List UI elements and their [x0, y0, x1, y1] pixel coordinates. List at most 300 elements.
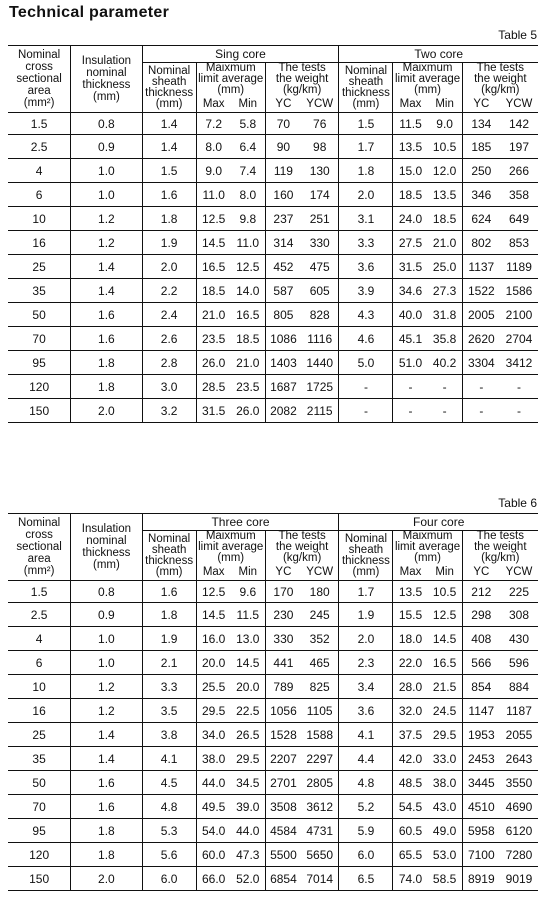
- table-row: [8, 113, 538, 135]
- header-line: thickness: [82, 79, 131, 91]
- table-cell: 6854: [265, 867, 301, 891]
- table-row: [8, 279, 538, 303]
- header-line: The tests: [278, 62, 326, 74]
- table-cell: 6: [8, 183, 71, 207]
- table-row: [8, 375, 538, 399]
- table-cell: 21.0: [196, 303, 231, 327]
- table-cell: 1.7: [339, 135, 393, 159]
- table-row: [8, 303, 538, 327]
- table-cell: 1953: [462, 723, 500, 747]
- table-cell: 34.6: [393, 279, 428, 303]
- header-line: The tests: [278, 530, 326, 542]
- table-cell: 4.4: [339, 747, 393, 771]
- table-cell: 16: [8, 699, 71, 723]
- table-cell: 587: [265, 279, 301, 303]
- table-cell: 2.0: [71, 867, 142, 891]
- table-cell: 251: [301, 207, 339, 231]
- table-cell: 11.5: [393, 113, 428, 135]
- header-line: Maixmum: [205, 62, 256, 74]
- table-cell: 70: [8, 327, 71, 351]
- table-6-label: Table 6: [498, 496, 537, 510]
- header-line: (mm): [414, 552, 441, 564]
- table-cell: 805: [265, 303, 301, 327]
- table-cell: 3550: [500, 771, 538, 795]
- table-cell: 596: [500, 651, 538, 675]
- table-cell: 12.5: [428, 603, 463, 627]
- table-cell: 95: [8, 351, 71, 375]
- table-cell: 9.0: [196, 159, 231, 183]
- table-cell: 0.8: [71, 113, 142, 135]
- table-cell: 4.8: [142, 795, 196, 819]
- table-cell: 26.5: [231, 723, 266, 747]
- table-cell: -: [339, 399, 393, 423]
- table-cell: 8.0: [196, 135, 231, 159]
- header-line: (mm): [155, 565, 183, 578]
- table-row: [8, 183, 538, 207]
- table-cell: 1725: [301, 375, 339, 399]
- table-5-label: Table 5: [498, 28, 537, 42]
- table-cell: 16: [8, 231, 71, 255]
- table-cell: 3.1: [339, 207, 393, 231]
- table-cell: 20.0: [196, 651, 231, 675]
- table-cell: 298: [462, 603, 500, 627]
- table-cell: 16.5: [428, 651, 463, 675]
- table-cell: 14.5: [196, 231, 231, 255]
- header-line: the weight: [474, 541, 527, 553]
- table-cell: 1056: [265, 699, 301, 723]
- table-cell: 47.3: [231, 843, 266, 867]
- table-cell: 4.1: [339, 723, 393, 747]
- table-cell: 35: [8, 747, 71, 771]
- header-limit: [196, 531, 265, 565]
- table-cell: 120: [8, 843, 71, 867]
- table-cell: 15.5: [393, 603, 428, 627]
- table-cell: 4584: [265, 819, 301, 843]
- header-line: thickness: [145, 554, 194, 567]
- header-insulation: [71, 46, 142, 113]
- table-cell: 1.6: [71, 771, 142, 795]
- table-cell: 884: [500, 675, 538, 699]
- header-weight: [265, 63, 339, 97]
- table-cell: 28.5: [196, 375, 231, 399]
- table-row: [8, 867, 538, 891]
- table-cell: 2453: [462, 747, 500, 771]
- table-cell: 10: [8, 207, 71, 231]
- header-line: (mm): [217, 552, 245, 564]
- table-cell: 3.5: [142, 699, 196, 723]
- table-cell: 6.0: [339, 843, 393, 867]
- header-line: Nominal: [148, 532, 191, 545]
- table-cell: 58.5: [428, 867, 463, 891]
- table-cell: 18.0: [393, 627, 428, 651]
- table-cell: 605: [301, 279, 339, 303]
- table-cell: 1.2: [71, 207, 142, 231]
- table-cell: 1.5: [8, 113, 71, 135]
- table-cell: 3412: [500, 351, 538, 375]
- table-cell: 25: [8, 723, 71, 747]
- table-cell: 12.0: [428, 159, 463, 183]
- table-cell: 5.2: [339, 795, 393, 819]
- table-cell: 1.5: [142, 159, 196, 183]
- table-cell: 49.5: [196, 795, 231, 819]
- header-group-2: Two core: [339, 46, 538, 63]
- header-line: Nominal: [18, 517, 61, 529]
- table-cell: 13.5: [393, 135, 428, 159]
- table-cell: 7.2: [196, 113, 231, 135]
- header-line: (kg/km): [481, 84, 520, 96]
- table-cell: 45.1: [393, 327, 428, 351]
- header-weight: [462, 63, 538, 97]
- table-cell: 2.3: [339, 651, 393, 675]
- table-cell: 475: [301, 255, 339, 279]
- table-cell: 430: [500, 627, 538, 651]
- table-cell: 225: [500, 581, 538, 603]
- table-row: [8, 327, 538, 351]
- header-line: (mm): [352, 97, 380, 110]
- table-cell: 10.5: [428, 581, 463, 603]
- header-ycw: YCW: [500, 96, 538, 113]
- page-title: Technical parameter: [9, 4, 170, 21]
- table-cell: 1687: [265, 375, 301, 399]
- table-cell: 2805: [301, 771, 339, 795]
- table-cell: 2.0: [339, 183, 393, 207]
- table-cell: 1.6: [71, 795, 142, 819]
- table-cell: 624: [462, 207, 500, 231]
- header-line: sheath: [348, 543, 384, 556]
- table-cell: 1403: [265, 351, 301, 375]
- header-max: Max: [393, 96, 428, 113]
- table-cell: 4690: [500, 795, 538, 819]
- header-insulation: [71, 514, 142, 581]
- header-sheath: [142, 531, 196, 581]
- table-6: [8, 513, 538, 891]
- table-cell: 4.6: [339, 327, 393, 351]
- table-cell: 1.6: [142, 183, 196, 207]
- header-line: sectional: [16, 73, 62, 85]
- header-max: Max: [393, 564, 428, 581]
- table-cell: 1522: [462, 279, 500, 303]
- table-cell: 53.0: [428, 843, 463, 867]
- table-cell: 29.5: [231, 747, 266, 771]
- table-cell: 14.0: [231, 279, 266, 303]
- table-cell: 25.5: [196, 675, 231, 699]
- table-cell: 54.0: [196, 819, 231, 843]
- header-min: Min: [231, 564, 266, 581]
- table-cell: 90: [265, 135, 301, 159]
- table-row: [8, 843, 538, 867]
- table-cell: 1.2: [71, 231, 142, 255]
- table-cell: 1147: [462, 699, 500, 723]
- table-cell: 95: [8, 819, 71, 843]
- table-cell: 4.5: [142, 771, 196, 795]
- table-cell: 245: [301, 603, 339, 627]
- header-line: thickness: [341, 554, 390, 567]
- table-cell: 2.4: [142, 303, 196, 327]
- table-cell: 3.2: [142, 399, 196, 423]
- table-cell: 48.5: [393, 771, 428, 795]
- table-cell: 29.5: [196, 699, 231, 723]
- table-cell: 34.0: [196, 723, 231, 747]
- table-cell: 74.0: [393, 867, 428, 891]
- header-ycw: YCW: [301, 564, 339, 581]
- table-cell: 25: [8, 255, 71, 279]
- table-cell: 230: [265, 603, 301, 627]
- table-cell: 5958: [462, 819, 500, 843]
- table-row: [8, 255, 538, 279]
- table-cell: 18.5: [231, 327, 266, 351]
- table-cell: 34.5: [231, 771, 266, 795]
- table-cell: 5500: [265, 843, 301, 867]
- table-row: [8, 159, 538, 183]
- table-cell: 50: [8, 771, 71, 795]
- table-cell: 22.5: [231, 699, 266, 723]
- table-row: [8, 603, 538, 627]
- table-cell: 20.0: [231, 675, 266, 699]
- table-cell: 789: [265, 675, 301, 699]
- header-max: Max: [196, 96, 231, 113]
- header-line: Nominal: [18, 49, 61, 61]
- table-cell: 197: [500, 135, 538, 159]
- table-cell: 16.5: [196, 255, 231, 279]
- header-line: thickness: [341, 86, 390, 99]
- table-cell: 2.0: [71, 399, 142, 423]
- table-cell: 1.4: [142, 135, 196, 159]
- table-cell: 1440: [301, 351, 339, 375]
- header-cross-section: [8, 46, 71, 113]
- table-cell: 13.0: [231, 627, 266, 651]
- table-cell: 854: [462, 675, 500, 699]
- table-cell: 4731: [301, 819, 339, 843]
- table-cell: 802: [462, 231, 500, 255]
- header-line: nominal: [86, 535, 127, 547]
- table-cell: 3.6: [339, 255, 393, 279]
- table-cell: 3.3: [142, 675, 196, 699]
- table-cell: 70: [265, 113, 301, 135]
- header-line: (mm): [155, 97, 183, 110]
- table-cell: 1.4: [71, 747, 142, 771]
- table-row: [8, 819, 538, 843]
- table-cell: 1.4: [71, 723, 142, 747]
- table-cell: 32.0: [393, 699, 428, 723]
- table-cell: 21.5: [428, 675, 463, 699]
- table-row: [8, 699, 538, 723]
- table-cell: 22.0: [393, 651, 428, 675]
- table-cell: 2620: [462, 327, 500, 351]
- table-row: [8, 723, 538, 747]
- table-row: [8, 675, 538, 699]
- table-cell: 250: [462, 159, 500, 183]
- table-cell: 2.5: [8, 603, 71, 627]
- table-cell: 44.0: [231, 819, 266, 843]
- table-cell: 12.5: [196, 207, 231, 231]
- header-line: area: [27, 553, 51, 565]
- header-line: (mm): [352, 565, 380, 578]
- table-cell: 4510: [462, 795, 500, 819]
- table-cell: 5.8: [231, 113, 266, 135]
- table-cell: 150: [8, 867, 71, 891]
- table-cell: 1.2: [71, 675, 142, 699]
- header-line: (kg/km): [282, 552, 322, 564]
- table-cell: 441: [265, 651, 301, 675]
- header-group-1: Three core: [142, 514, 339, 531]
- table-cell: 5650: [301, 843, 339, 867]
- header-line: Insulation: [81, 55, 132, 67]
- header-line: (mm²): [23, 565, 55, 577]
- table-cell: 24.0: [393, 207, 428, 231]
- table-cell: -: [339, 375, 393, 399]
- header-line: Nominal: [148, 64, 191, 77]
- table-cell: 160: [265, 183, 301, 207]
- table-cell: 2.0: [142, 255, 196, 279]
- header-line: limit average: [394, 73, 461, 85]
- table-cell: 2.1: [142, 651, 196, 675]
- table-cell: -: [500, 399, 538, 423]
- table-cell: 49.0: [428, 819, 463, 843]
- table-cell: 5.0: [339, 351, 393, 375]
- table-cell: 1.9: [339, 603, 393, 627]
- table-cell: 26.0: [231, 399, 266, 423]
- header-line: sheath: [348, 75, 384, 88]
- table-cell: 35.8: [428, 327, 463, 351]
- table-cell: 2207: [265, 747, 301, 771]
- header-line: Maixmum: [402, 530, 453, 542]
- table-cell: 1086: [265, 327, 301, 351]
- table-cell: 1.0: [71, 627, 142, 651]
- header-line: (mm): [92, 559, 120, 571]
- header-line: Nominal: [344, 532, 388, 545]
- table-cell: 1.5: [8, 581, 71, 603]
- table-cell: 9.0: [428, 113, 463, 135]
- table-row: [8, 627, 538, 651]
- header-line: Maixmum: [402, 62, 453, 74]
- table-cell: 314: [265, 231, 301, 255]
- table-cell: 2055: [500, 723, 538, 747]
- table-cell: 29.5: [428, 723, 463, 747]
- table-cell: 5.9: [339, 819, 393, 843]
- table-cell: 37.5: [393, 723, 428, 747]
- header-line: The tests: [476, 530, 524, 542]
- table-cell: 3612: [301, 795, 339, 819]
- table-cell: 50: [8, 303, 71, 327]
- header-yc: YC: [462, 96, 500, 113]
- header-line: sheath: [151, 75, 187, 88]
- table-cell: 14.5: [196, 603, 231, 627]
- table-cell: 2100: [500, 303, 538, 327]
- table-cell: 1.9: [142, 231, 196, 255]
- table-cell: 1586: [500, 279, 538, 303]
- header-weight: [265, 531, 339, 565]
- table-cell: -: [500, 375, 538, 399]
- table-cell: 26.0: [196, 351, 231, 375]
- table-cell: 38.0: [196, 747, 231, 771]
- table-cell: 4.3: [339, 303, 393, 327]
- table-cell: 1187: [500, 699, 538, 723]
- table-cell: 150: [8, 399, 71, 423]
- table-cell: 2643: [500, 747, 538, 771]
- table-cell: 6.4: [231, 135, 266, 159]
- table-cell: 3.6: [339, 699, 393, 723]
- header-line: sheath: [151, 543, 187, 556]
- table-cell: 27.5: [393, 231, 428, 255]
- header-line: the weight: [275, 541, 329, 553]
- table-row: [8, 207, 538, 231]
- table-cell: 1.4: [142, 113, 196, 135]
- table-cell: 3445: [462, 771, 500, 795]
- table-cell: 566: [462, 651, 500, 675]
- table-cell: 1.2: [71, 699, 142, 723]
- table-cell: 98: [301, 135, 339, 159]
- header-min: Min: [428, 96, 463, 113]
- table-cell: 12.5: [231, 255, 266, 279]
- table-cell: 408: [462, 627, 500, 651]
- table-cell: 2.5: [8, 135, 71, 159]
- table-cell: 2.0: [339, 627, 393, 651]
- table-cell: 4: [8, 627, 71, 651]
- header-line: The tests: [476, 62, 524, 74]
- table-cell: 1.0: [71, 651, 142, 675]
- table-cell: 40.2: [428, 351, 463, 375]
- header-line: (mm): [414, 84, 441, 96]
- table-cell: 1.5: [339, 113, 393, 135]
- table-cell: 1.6: [71, 303, 142, 327]
- header-sheath: [142, 63, 196, 113]
- header-line: cross: [25, 61, 53, 73]
- header-line: limit average: [394, 541, 461, 553]
- table-cell: 13.5: [393, 581, 428, 603]
- table-cell: 28.0: [393, 675, 428, 699]
- table-cell: 2.2: [142, 279, 196, 303]
- table-cell: 358: [500, 183, 538, 207]
- table-cell: 1.8: [339, 159, 393, 183]
- table-cell: 21.0: [428, 231, 463, 255]
- table-cell: 649: [500, 207, 538, 231]
- table-cell: 60.0: [196, 843, 231, 867]
- header-line: (mm): [217, 84, 245, 96]
- table-cell: 25.0: [428, 255, 463, 279]
- table-cell: 4: [8, 159, 71, 183]
- table-row: [8, 351, 538, 375]
- table-cell: -: [428, 375, 463, 399]
- table-cell: -: [462, 375, 500, 399]
- header-line: (mm): [92, 91, 120, 103]
- table-cell: 134: [462, 113, 500, 135]
- table-cell: 180: [301, 581, 339, 603]
- table-cell: 21.0: [231, 351, 266, 375]
- table-cell: 1.4: [71, 279, 142, 303]
- table-cell: 1116: [301, 327, 339, 351]
- table-cell: 40.0: [393, 303, 428, 327]
- table-cell: 3.4: [339, 675, 393, 699]
- table-cell: 330: [301, 231, 339, 255]
- table-row: [8, 771, 538, 795]
- table-cell: 170: [265, 581, 301, 603]
- table-cell: 1137: [462, 255, 500, 279]
- header-ycw: YCW: [500, 564, 538, 581]
- table-row: [8, 747, 538, 771]
- table-cell: 12.5: [196, 581, 231, 603]
- table-cell: 44.0: [196, 771, 231, 795]
- table-cell: 14.5: [231, 651, 266, 675]
- table-cell: 60.5: [393, 819, 428, 843]
- table-cell: 3.0: [142, 375, 196, 399]
- table-cell: 346: [462, 183, 500, 207]
- table-cell: 0.9: [71, 135, 142, 159]
- table-cell: 76: [301, 113, 339, 135]
- header-group-2: Four core: [339, 514, 538, 531]
- header-min: Min: [428, 564, 463, 581]
- table-cell: 2115: [301, 399, 339, 423]
- table-cell: 16.5: [231, 303, 266, 327]
